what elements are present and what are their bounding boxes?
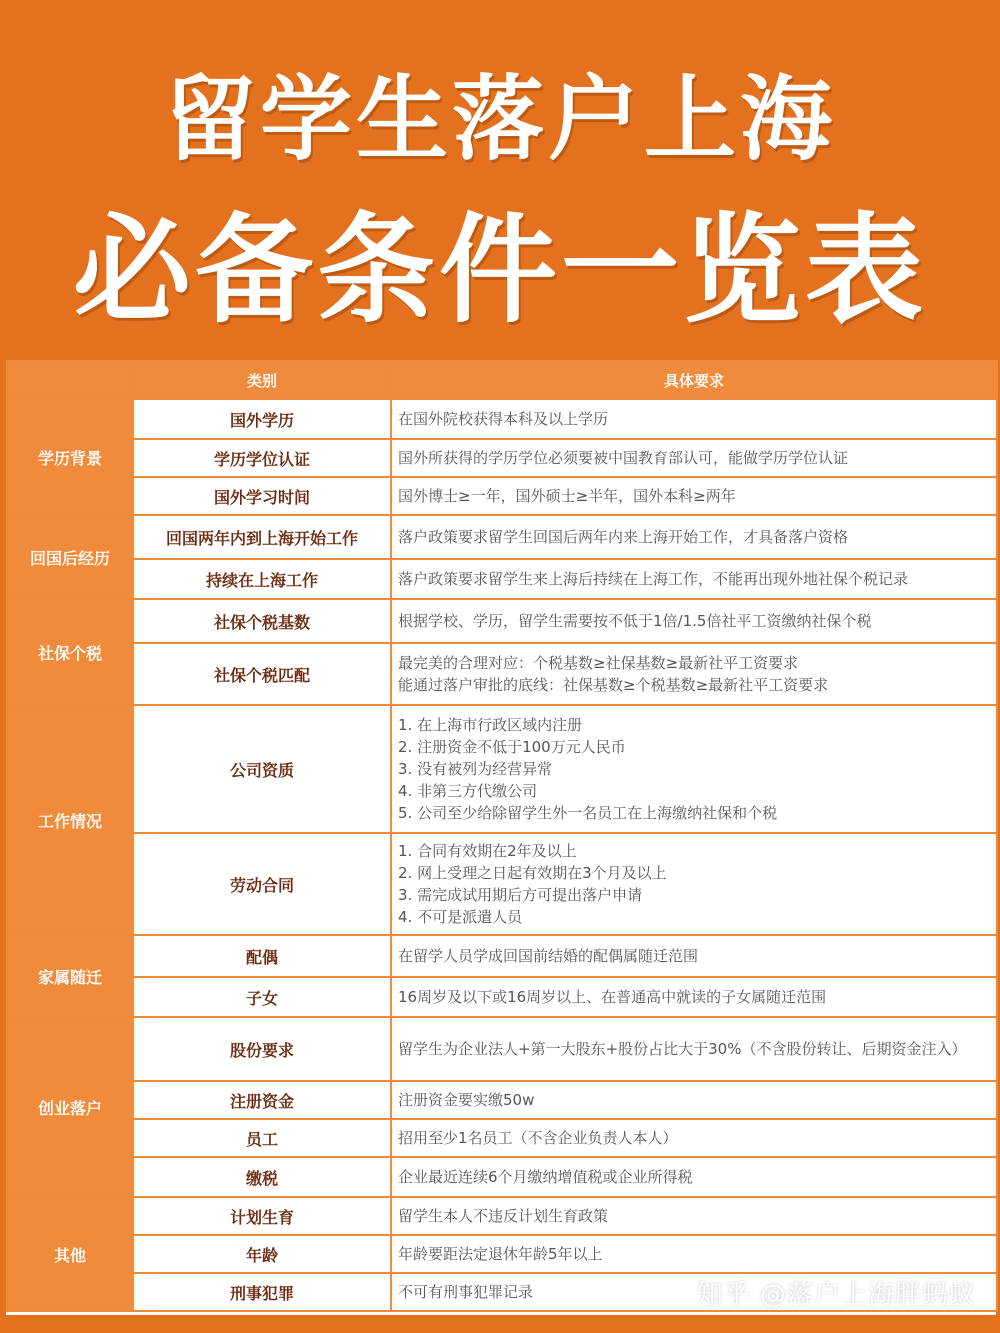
requirement-cell	[391, 1017, 997, 1081]
requirement-line: 留学生本人不违反计划生育政策	[398, 1207, 609, 1225]
requirement-line: 4. 不可是派遣人员	[398, 908, 523, 926]
table-row	[7, 515, 997, 559]
requirement-cell	[391, 705, 997, 833]
item-cell: 注册资金	[133, 1081, 391, 1119]
item-cell: 劳动合同	[133, 833, 391, 935]
requirement-line: 3. 没有被列为经营异常	[398, 760, 553, 778]
requirement-line: 能通过落户审批的底线：社保基数≥个税基数≥最新社平工资要求	[398, 676, 829, 694]
requirement-line: 5. 公司至少给除留学生外一名员工在上海缴纳社保和个税	[398, 804, 778, 822]
requirement-cell	[391, 833, 997, 935]
title-line-2: 必备条件一览表	[72, 201, 927, 339]
item-cell: 配偶	[133, 935, 391, 977]
watermark-text: 知乎 @落户上海胖蚂蚁	[696, 1280, 976, 1310]
item-cell: 学历学位认证	[133, 439, 391, 477]
requirement-line: 2. 注册资金不低于100万元人民币	[398, 738, 626, 756]
category-cell: 家属随迁	[7, 935, 133, 1017]
requirement-cell	[391, 559, 997, 599]
item-cell: 公司资质	[133, 705, 391, 833]
category-cell: 创业落户	[7, 1017, 133, 1197]
category-cell: 工作情况	[7, 705, 133, 935]
item-cell: 股份要求	[133, 1017, 391, 1081]
requirement-line: 年龄要距法定退休年龄5年以上	[398, 1245, 603, 1263]
requirement-line: 最完美的合理对应：个税基数≥社保基数≥最新社平工资要求	[398, 654, 799, 672]
table-row	[7, 1157, 997, 1197]
table-row	[7, 1235, 997, 1273]
table-row	[7, 1119, 997, 1157]
header-cell-requirement: 具体要求	[391, 361, 997, 399]
requirement-line: 注册资金要实缴50w	[398, 1091, 535, 1109]
requirement-cell	[391, 1081, 997, 1119]
requirement-cell	[391, 1197, 997, 1235]
table-row	[7, 705, 997, 833]
table-row	[7, 643, 997, 705]
table-row	[7, 599, 997, 643]
requirement-line: 1. 在上海市行政区域内注册	[398, 716, 583, 734]
table-header-row	[7, 361, 997, 399]
requirement-cell	[391, 477, 997, 515]
requirement-line: 留学生为企业法人+第一大股东+股份占比大于30%（不含股份转让、后期资金注入）	[398, 1040, 967, 1058]
category-cell: 学历背景	[7, 399, 133, 515]
item-cell: 刑事犯罪	[133, 1273, 391, 1311]
category-cell: 回国后经历	[7, 515, 133, 599]
table-row	[7, 1197, 997, 1235]
requirement-line: 不可有刑事犯罪记录	[398, 1283, 534, 1301]
category-cell: 其他	[7, 1197, 133, 1311]
requirement-cell	[391, 935, 997, 977]
table-row	[7, 559, 997, 599]
requirement-line: 2. 网上受理之日起有效期在3个月及以上	[398, 864, 667, 882]
table-row	[7, 477, 997, 515]
requirement-line: 国外所获得的学历学位必须要被中国教育部认可，能做学历学位认证	[398, 449, 849, 467]
table-row	[7, 1017, 997, 1081]
requirement-cell	[391, 1119, 997, 1157]
category-cell: 社保个税	[7, 599, 133, 705]
requirement-line: 16周岁及以下或16周岁以上、在普通高中就读的子女属随迁范围	[398, 988, 827, 1006]
table-row	[7, 439, 997, 477]
requirement-cell	[391, 399, 997, 439]
header-cell-category: 类别	[133, 361, 391, 399]
item-cell: 员工	[133, 1119, 391, 1157]
requirement-line: 在留学人员学成回国前结婚的配偶属随迁范围	[398, 947, 699, 965]
title-line-1: 留学生落户上海	[163, 66, 836, 173]
table-row	[7, 977, 997, 1017]
requirements-table	[6, 360, 998, 1312]
table-row	[7, 399, 997, 439]
item-cell: 社保个税匹配	[133, 643, 391, 705]
requirement-cell	[391, 515, 997, 559]
requirement-cell	[391, 1235, 997, 1273]
requirement-line: 招用至少1名员工（不含企业负责人本人）	[398, 1129, 678, 1147]
item-cell: 年龄	[133, 1235, 391, 1273]
requirement-cell	[391, 643, 997, 705]
item-cell: 国外学习时间	[133, 477, 391, 515]
requirement-cell	[391, 439, 997, 477]
requirement-line: 3. 需完成试用期后方可提出落户申请	[398, 886, 643, 904]
table-body	[7, 361, 997, 1311]
requirement-line: 4. 非第三方代缴公司	[398, 782, 538, 800]
item-cell: 持续在上海工作	[133, 559, 391, 599]
item-cell: 国外学历	[133, 399, 391, 439]
requirement-cell	[391, 599, 997, 643]
table-row	[7, 1081, 997, 1119]
requirement-line: 国外博士≥一年，国外硕士≥半年，国外本科≥两年	[398, 487, 736, 505]
item-cell: 缴税	[133, 1157, 391, 1197]
table-row	[7, 833, 997, 935]
requirement-cell	[391, 1157, 997, 1197]
table-row	[7, 935, 997, 977]
requirement-line: 根据学校、学历，留学生需要按不低于1倍/1.5倍社平工资缴纳社保个税	[398, 612, 872, 630]
requirements-table-container	[6, 360, 996, 1315]
requirement-line: 企业最近连续6个月缴纳增值税或企业所得税	[398, 1168, 693, 1186]
item-cell: 子女	[133, 977, 391, 1017]
requirement-line: 落户政策要求留学生回国后两年内来上海开始工作，才具备落户资格	[398, 528, 849, 546]
item-cell: 回国两年内到上海开始工作	[133, 515, 391, 559]
requirement-cell	[391, 977, 997, 1017]
item-cell: 计划生育	[133, 1197, 391, 1235]
item-cell: 社保个税基数	[133, 599, 391, 643]
requirement-line: 落户政策要求留学生来上海后持续在上海工作，不能再出现外地社保个税记录	[398, 570, 909, 588]
requirement-line: 在国外院校获得本科及以上学历	[398, 410, 609, 428]
poster-header	[0, 0, 1000, 360]
header-cell-blank	[7, 361, 133, 399]
requirement-line: 1. 合同有效期在2年及以上	[398, 842, 577, 860]
